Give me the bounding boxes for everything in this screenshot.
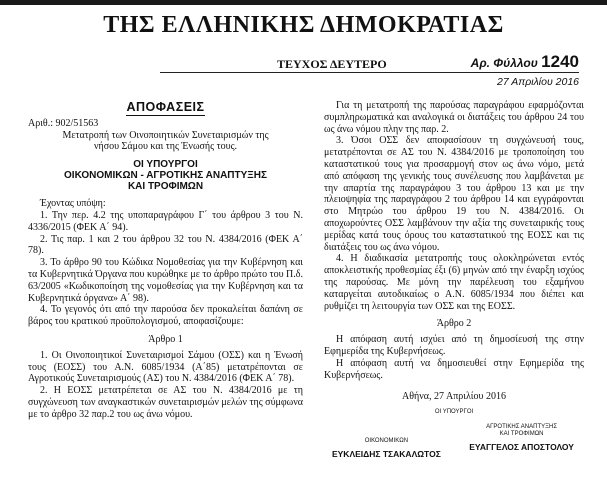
considering-item: 4. Το γεγονός ότι από την παρούσα δεν προκαλείται δαπάνη σε βάρος του κρατικού προϋπολογισμού, αποφασίζουμε:: [28, 304, 303, 328]
article-paragraph: 4. Η διαδικασία μετατροπής τους ολοκληρώνεται εντός αποκλειστικής προθεσμίας έξι (6) μηνών από την έναρξη ισχύος της παρούσας. Με μόνη την παρέλευση του εξαμήνου καταργείται αυτοδικαίως ο Α.Ν. 6085/1934 που διέπει και ρυθμίζει τη λειτουργία των ΟΣΣ και της ΕΟΣΣ.: [324, 253, 584, 312]
header-rule: [160, 72, 579, 73]
decision-number: Αριθ.: 902/51563: [28, 117, 99, 129]
considering-label: Έχοντας υπόψη:: [40, 198, 106, 210]
considering-item: 1. Την περ. 4.2 της υποπαραγράφου Γ΄ του άρθρου 3 του Ν. 4336/2015 (ΦΕΚ Α΄ 94).: [28, 209, 303, 233]
signatures: [324, 424, 584, 461]
sheet-number: [471, 52, 579, 72]
article-paragraph: Η απόφαση αυτή ισχύει από τη δημοσίευσή της στην Εφημερίδα της Κυβερνήσεως.: [324, 334, 584, 357]
top-border: [0, 0, 607, 5]
signatories-header: ΟΙ ΥΠΟΥΡΓΟΙ: [434, 409, 474, 416]
article-1-heading: Άρθρο 1: [148, 333, 183, 345]
ministers-heading: ΟΙ ΥΠΟΥΡΓΟΙ ΟΙΚΟΝΟΜΙΚΩΝ - ΑΓΡΟΤΙΚΗΣ ΑΝΑΠΤΥΞΗΣ ΚΑΙ ΤΡΟΦΙΜΩΝ: [64, 159, 267, 193]
article-paragraph: 2. Η ΕΟΣΣ μετατρέπεται σε ΑΣ του Ν. 4384/2016 με τη συγχώνευση των αναγκαστικών συνεταιρισμών μελών της σύμφωνα με το άρθρο 32 παρ.2 του ως άνω νόμου.: [28, 385, 303, 420]
signature-finance: ΟΙΚΟΝΟΜΙΚΩΝ ΕΥΚΛΕΙΔΗΣ ΤΣΑΚΑΛΩΤΟΣ: [331, 438, 441, 460]
article-paragraph: Η απόφαση αυτή να δημοσιευθεί στην Εφημερίδα της Κυβερνήσεως.: [324, 357, 584, 381]
considering-item: 2. Τις παρ. 1 και 2 του άρθρου 32 του Ν. 4384/2016 (ΦΕΚ Α΄ 78).: [28, 233, 303, 257]
decision-subject: Μετατροπή των Οινοποιητικών Συνεταιρισμών της νήσου Σάμου και της Ένωσής τους.: [62, 129, 269, 153]
sheet-number-value: 1240: [541, 52, 579, 71]
article-2-heading: Άρθρο 2: [436, 318, 472, 330]
article-paragraph: 3. Όσοι ΟΣΣ δεν αποφασίσουν τη συγχώνευσή τους, μετατρέπονται σε ΑΣ του Ν. 4384/2016 με τροποποίηση του καταστατικού τους για προσαρμογή στον ως άνω νόμο, μετά από απόφαση της γενικής τους συνέλευσης που λαμβάνεται με την απαρτία της παραγράφου 3 του άρθρου 13 και με την πλειοψηφία της παραγράφου 2 του άρθρου 14 και εγγράφονται στο Μητρώο του άρθρου 19 του Ν. 4384/2016. Οι αποχωρούντες ΟΣΣ λαμβάνουν την αξία της συνεταιρικής τους μερίδας κατά τους όρους του καταστατικού της ΕΟΣΣ και τις διατάξεις του ως άνω νόμου.: [324, 135, 584, 253]
gazette-title: ΤΗΣ ΕΛΛΗΝΙΚΗΣ ΔΗΜΟΚΡΑΤΙΑΣ: [103, 12, 504, 38]
signature-date: Αθήνα, 27 Απριλίου 2016: [402, 391, 506, 403]
considering-item: 3. Το άρθρο 90 του Κώδικα Νομοθεσίας για την Κυβέρνηση και τα Κυβερνητικά Όργανα που κυρώθηκε με το άρθρο πρώτο του Π.δ. 63/2005 «Κωδικοποίηση της νομοθεσίας για την Κυβέρνηση και τα Κυβερνητικά όργανα» Α΄ 98).: [28, 257, 303, 304]
issue-date: 27 Απριλίου 2016: [497, 76, 579, 88]
issue-label: ΤΕΥΧΟΣ ΔΕΥΤΕΡΟ: [277, 57, 387, 71]
left-column: [28, 100, 303, 421]
section-heading: ΑΠΟΦΑΣΕΙΣ: [126, 100, 205, 114]
sheet-label: Αρ. Φύλλου: [470, 56, 538, 70]
right-column: [324, 100, 584, 461]
article-paragraph: Για τη μετατροπή της παρούσας παραγράφου εφαρμόζονται συμπληρωματικά και αναλογικά οι διατάξεις του άρθρου 24 του ως άνω νόμου πλην της παρ. 2.: [324, 100, 584, 135]
article-paragraph: 1. Οι Οινοποιητικοί Συνεταιρισμοί Σάμου (ΟΣΣ) και η Ένωσή τους (ΕΟΣΣ) του Α.Ν. 6085/1934 (Α΄85) μετατρέπονται σε Αγροτικούς Συνεταιρισμούς (ΑΣ) του Ν. 4384/2016 (ΦΕΚ Α΄ 78).: [28, 349, 303, 385]
signature-agriculture: ΑΓΡΟΤΙΚΗΣ ΑΝΑΠΤΥΞΗΣ ΚΑΙ ΤΡΟΦΙΜΩΝ ΕΥΑΓΓΕΛΟΣ ΑΠΟΣΤΟΛΟΥ: [469, 424, 574, 453]
